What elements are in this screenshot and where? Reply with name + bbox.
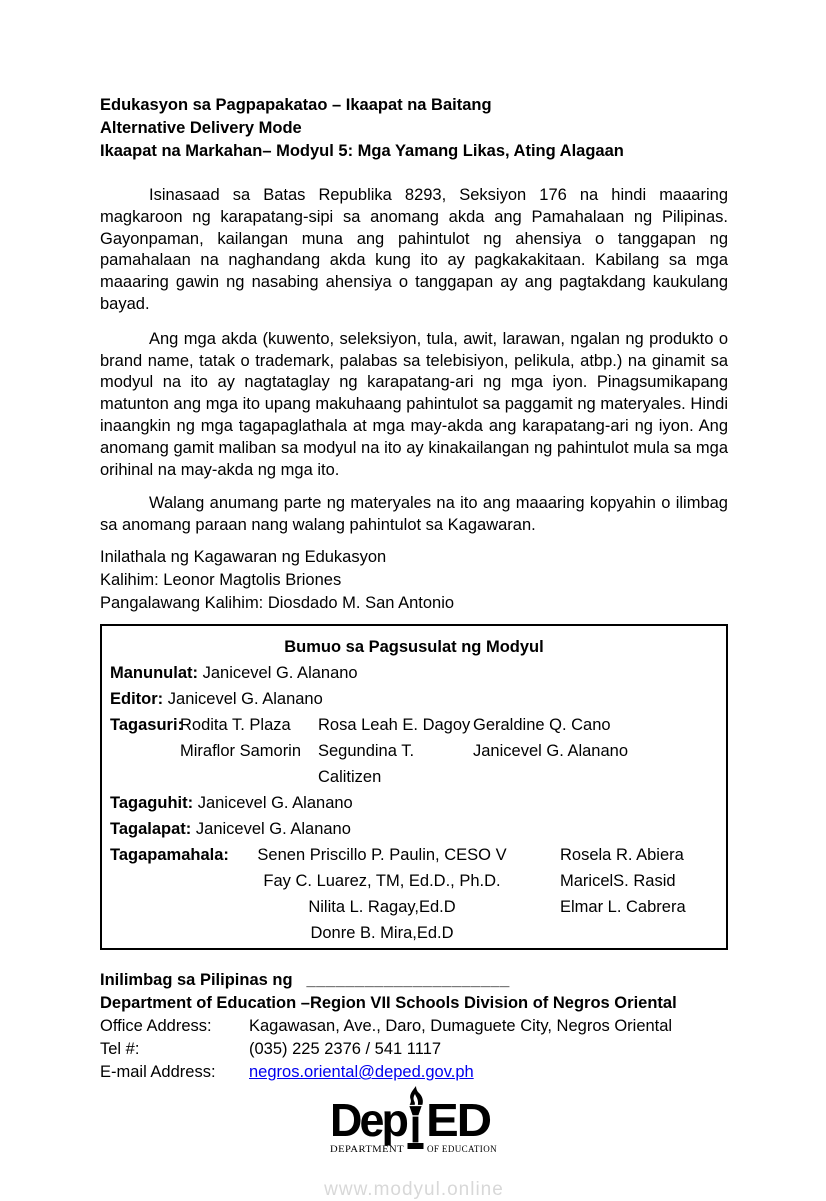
logo-word-left: Dep xyxy=(330,1093,408,1146)
tagalapat-value: Janicevel G. Alanano xyxy=(195,819,351,838)
tagasuri-name: Geraldine Q. Cano xyxy=(473,715,611,734)
manunulat-row xyxy=(110,660,718,686)
tagapamahala-label: Tagapamahala: xyxy=(110,845,229,864)
tagapamahala-name: Senen Priscillo P. Paulin, CESO V xyxy=(257,845,507,864)
manunulat-label: Manunulat: xyxy=(110,663,198,682)
tagasuri-name: Segundina T. Calitizen xyxy=(318,741,415,786)
title-line-subject: Edukasyon sa Pagpapakatao – Ikaapat na Baitang xyxy=(100,96,492,114)
telephone-label: Tel #: xyxy=(100,1039,140,1058)
office-address-row xyxy=(100,1015,728,1038)
blank-underline: _____________________ xyxy=(306,970,510,989)
tagapamahala-name: Donre B. Mira,Ed.D xyxy=(310,923,454,942)
printed-in-label: Inilimbag sa Pilipinas ng xyxy=(100,970,293,989)
tagapamahala-name: MaricelS. Rasid xyxy=(560,871,676,890)
logo-sub-left: DEPARTMENT xyxy=(330,1144,404,1155)
telephone-row xyxy=(100,1038,728,1061)
telephone-value: (035) 225 2376 / 541 1117 xyxy=(249,1039,442,1058)
tagasuri-name: Miraflor Samorin xyxy=(180,741,302,760)
tagapamahala-column-1 xyxy=(232,842,532,946)
torch-icon xyxy=(408,1086,424,1149)
tagasuri-name: Rodita T. Plaza xyxy=(180,715,291,734)
editor-value: Janicevel G. Alanano xyxy=(167,689,323,708)
tagasuri-name: Rosa Leah E. Dagoy xyxy=(318,715,471,734)
page-content xyxy=(100,0,728,1201)
tagapamahala-name: Nilita L. Ragay,Ed.D xyxy=(308,897,456,916)
tagaguhit-label: Tagaguhit: xyxy=(110,793,194,812)
legal-paragraph-3: Walang anumang parte ng materyales na ito ang maaaring kopyahin o ilimbag sa anomang paraan nang walang pahintulot sa Kagawaran. xyxy=(100,494,728,535)
tagaguhit-value: Janicevel G. Alanano xyxy=(197,793,353,812)
credits-box-title: Bumuo sa Pagsusulat ng Modyul xyxy=(284,637,544,656)
tagasuri-name: Janicevel G. Alanano xyxy=(473,741,629,760)
tagapamahala-name: Fay C. Luarez, TM, Ed.D., Ph.D. xyxy=(263,871,501,890)
credits-box xyxy=(100,624,728,950)
deped-logo xyxy=(100,1086,728,1165)
manunulat-value: Janicevel G. Alanano xyxy=(202,663,358,682)
email-row xyxy=(100,1061,728,1084)
office-address-label: Office Address: xyxy=(100,1016,212,1035)
editor-row xyxy=(110,686,718,712)
doc-title-block xyxy=(100,94,728,163)
tagapamahala-name: Elmar L. Cabrera xyxy=(560,897,686,916)
email-link[interactable]: negros.oriental@deped.gov.ph xyxy=(249,1062,474,1081)
tagaguhit-row xyxy=(110,790,718,816)
tagalapat-row xyxy=(110,816,718,842)
title-line-module: Ikaapat na Markahan– Modyul 5: Mga Yamang Likas, Ating Alagaan xyxy=(100,142,624,160)
logo-sub-right: OF EDUCATION xyxy=(427,1144,497,1155)
title-line-mode: Alternative Delivery Mode xyxy=(100,119,302,137)
undersecretary-line: Pangalawang Kalihim: Diosdado M. San Antonio xyxy=(100,593,455,612)
tagasuri-row-1 xyxy=(110,712,718,738)
tagasuri-label: Tagasuri: xyxy=(110,715,184,734)
spacer-cell xyxy=(110,738,180,790)
logo-word-right: ED xyxy=(426,1093,491,1146)
tagapamahala-row xyxy=(110,842,718,946)
deped-logo-graphic xyxy=(330,1086,498,1160)
imprint-block xyxy=(100,969,728,1084)
tagapamahala-column-2 xyxy=(532,842,718,946)
printed-in-line xyxy=(100,969,728,992)
legal-paragraph-2: Ang mga akda (kuwento, seleksiyon, tula, awit, larawan, ngalan ng produkto o brand name, tatak o trademark, palabas sa telebisiyon, pelikula, atbp.) na ginamit sa modyul na ito ay nagtataglay ng karapatang-ari ng mga iyon. Pinagsumikapang matunton ang mga ito upang makuhaang pahintulot sa paggamit ng materyales. Hindi inaangkin ng mga tagapaglathala at mga may-akda ang karapatang-ari ng iyon. Ang anomang gamit maliban sa modyul na ito ay kinakailangan ng pahintulot mula sa mga orihinal na may-akda ng mga ito. xyxy=(100,329,728,479)
publisher-line: Inilathala ng Kagawaran ng Edukasyon xyxy=(100,547,387,566)
secretary-line: Kalihim: Leonor Magtolis Briones xyxy=(100,570,342,589)
publisher-block xyxy=(100,546,728,615)
email-label: E-mail Address: xyxy=(100,1062,216,1081)
division-line: Department of Education –Region VII Schools Division of Negros Oriental xyxy=(100,993,677,1012)
editor-label: Editor: xyxy=(110,689,164,708)
legal-paragraph-1: Isinasaad sa Batas Republika 8293, Seksiyon 176 na hindi maaaring magkaroon ng karapatang-sipi sa anomang akda ang Pamahalaan ng Pilipinas. Gayonpaman, kailangan muna ang pahintulot ng ahensiya o tanggapan ng pamahalaan na naghandang akda kung ito ay pagkakakitaan. Kabilang sa mga maaaring gawin ng nasabing ahensiya o tanggapan ay ang pagtakdang kaukulang bayad. xyxy=(100,186,728,313)
tagalapat-label: Tagalapat: xyxy=(110,819,192,838)
office-address-value: Kagawasan, Ave., Daro, Dumaguete City, Negros Oriental xyxy=(249,1016,673,1035)
tagapamahala-name: Rosela R. Abiera xyxy=(560,845,684,864)
tagasuri-row-2 xyxy=(110,738,718,790)
watermark-text: www.modyul.online xyxy=(324,1178,504,1200)
